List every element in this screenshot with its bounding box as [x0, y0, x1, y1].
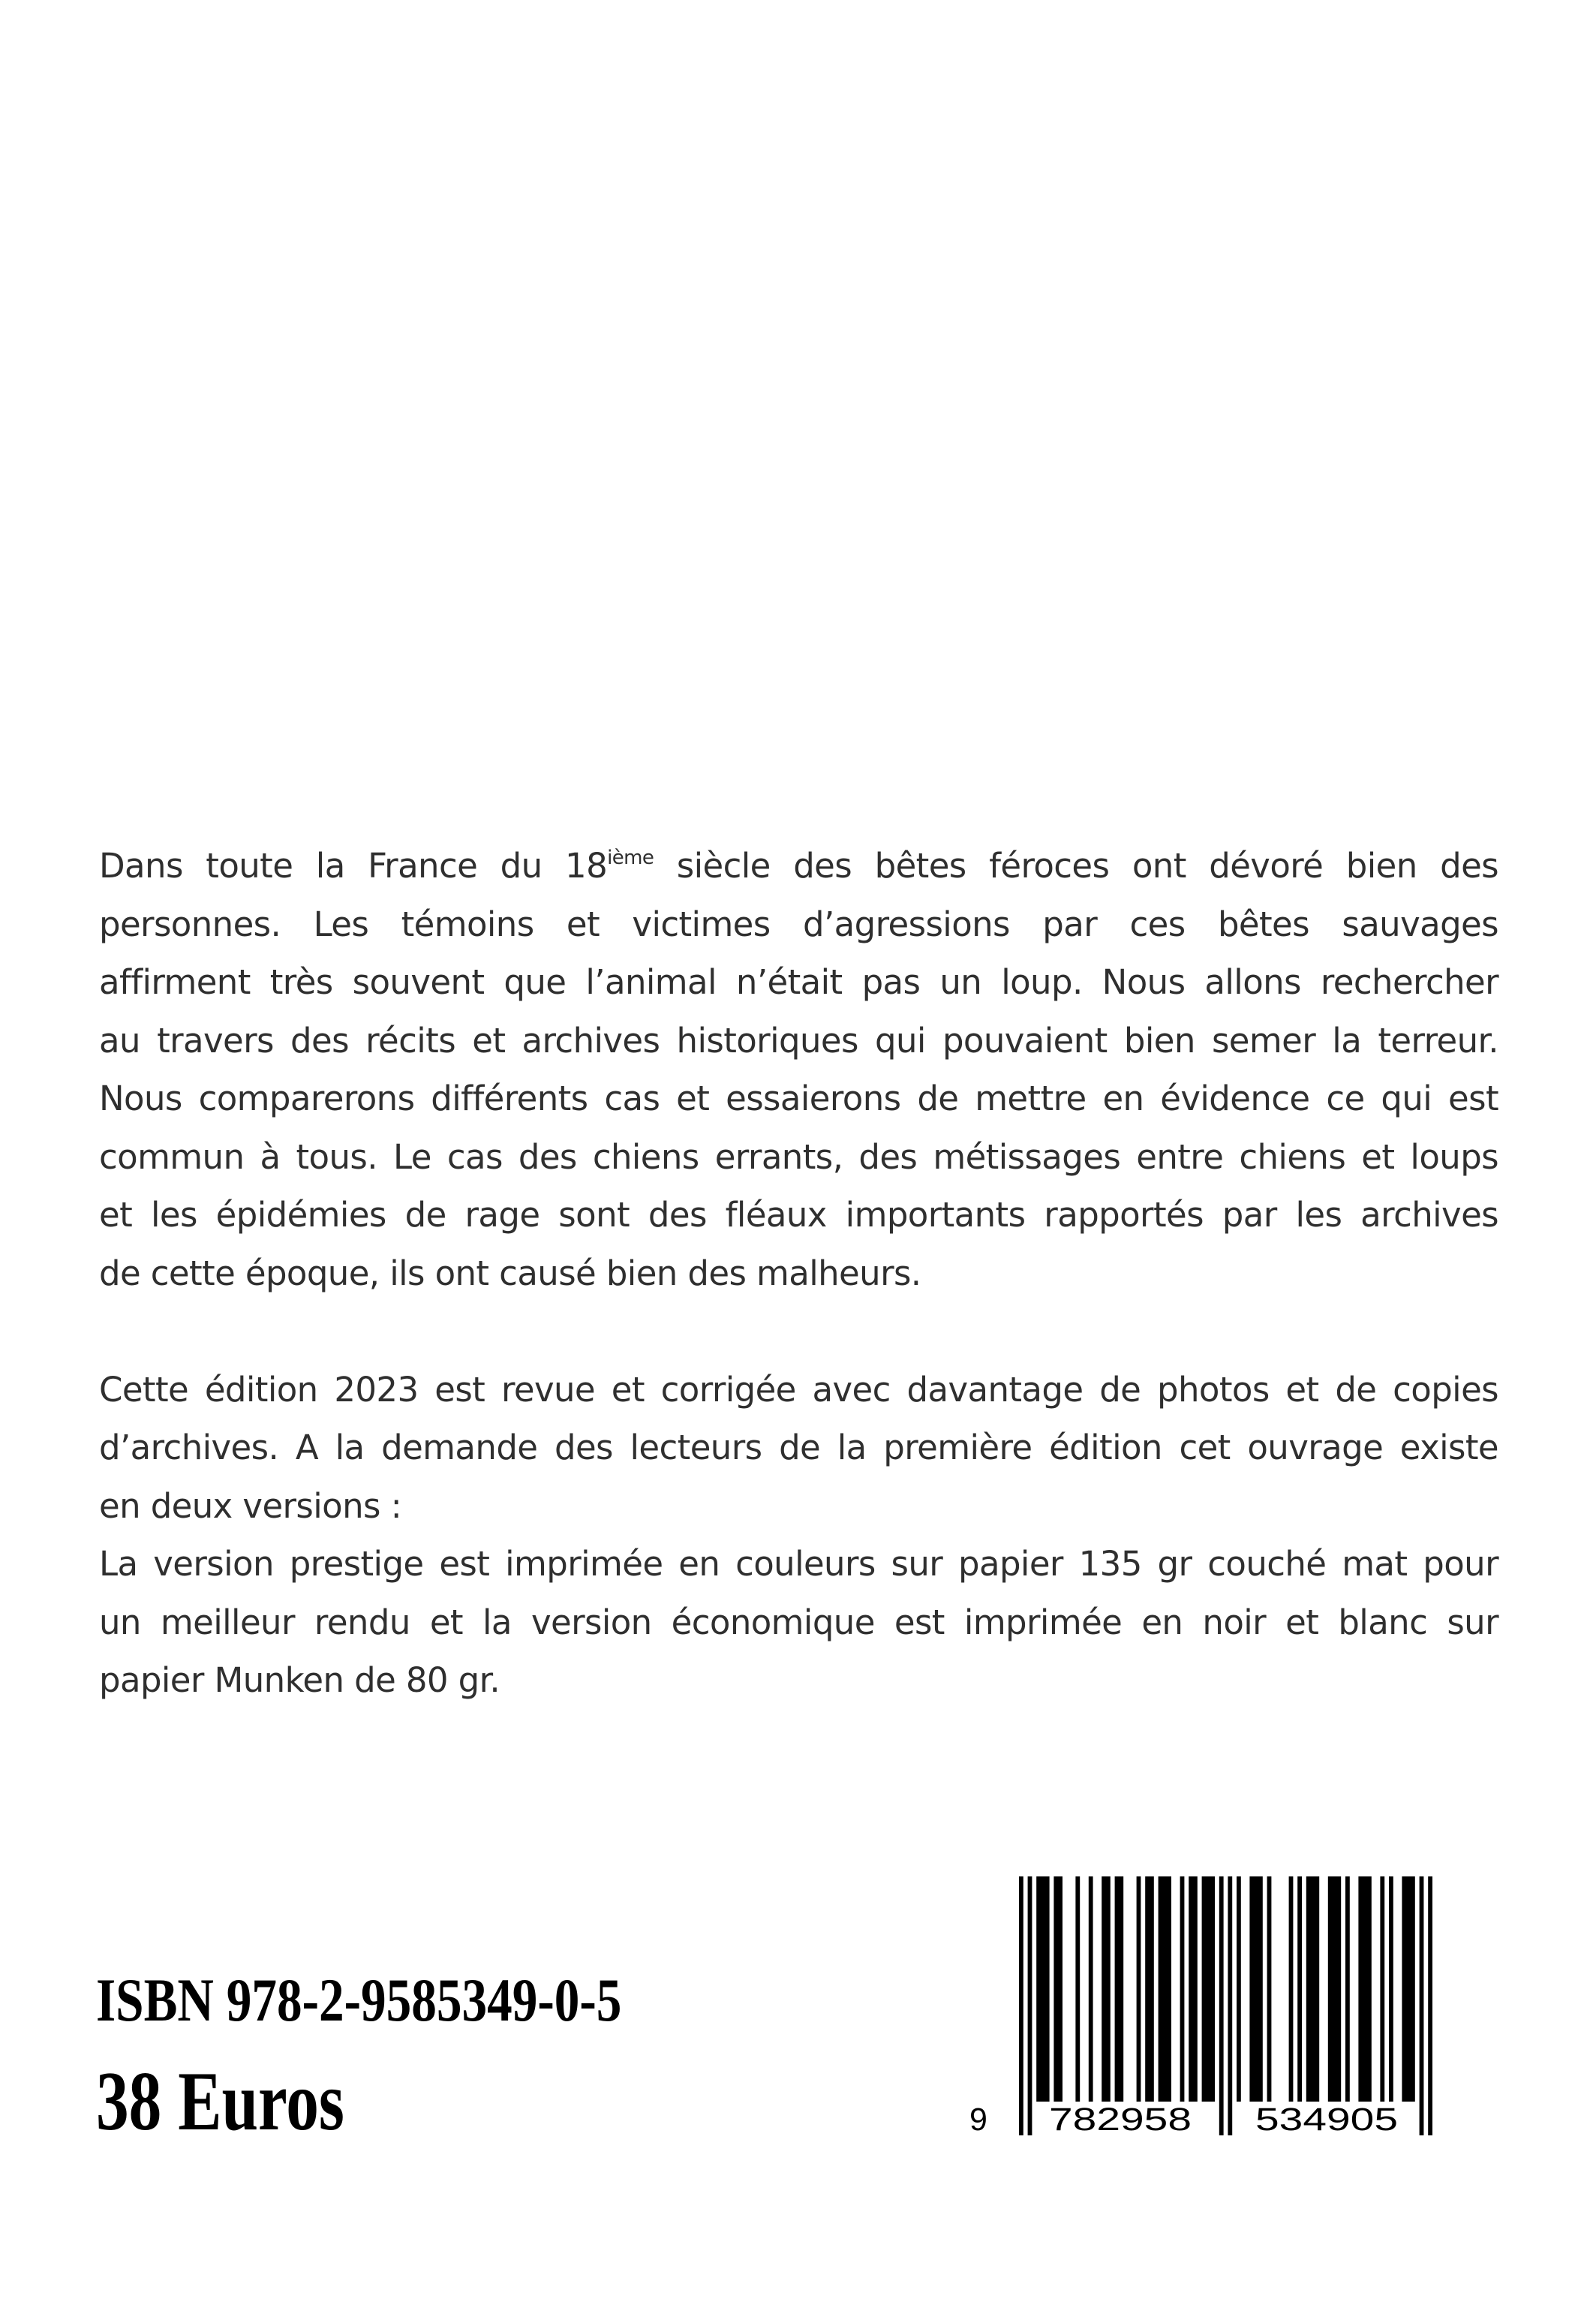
- barcode-bar: [1189, 1876, 1198, 2102]
- barcode-bar: [1180, 1876, 1185, 2102]
- barcode-guard-bar: [1228, 1876, 1232, 2135]
- barcode-bar: [1402, 1876, 1414, 2102]
- blurb-line: en deux versions :: [99, 1485, 402, 1526]
- blurb-line: commun à tous. Le cas des chiens errants, des métissages entre chiens et loups: [99, 1136, 1498, 1177]
- barcode-bar: [1267, 1876, 1272, 2102]
- barcode-bar: [1345, 1876, 1350, 2102]
- barcode-bar: [1328, 1876, 1341, 2102]
- blurb-line: La version prestige est imprimée en couleurs sur papier 135 gr couché mat pour: [99, 1544, 1498, 1584]
- barcode-bar: [1115, 1876, 1124, 2102]
- barcode-digit-first: 9: [969, 2102, 987, 2138]
- ean13-barcode: [966, 1876, 1477, 2150]
- barcode-bar: [1145, 1876, 1154, 2102]
- price-label: 38 Euros: [96, 2055, 344, 2148]
- blurb-line: et les épidémies de rage sont des fléaux importants rapportés par les archives: [99, 1195, 1498, 1235]
- barcode-digits-right: 534905: [1255, 2102, 1398, 2138]
- barcode-guard-bar: [1219, 1876, 1224, 2135]
- barcode-bar: [1306, 1876, 1319, 2102]
- barcode-bar: [1380, 1876, 1384, 2102]
- barcode-bar: [1389, 1876, 1393, 2102]
- barcode-bar: [1089, 1876, 1093, 2102]
- barcode-guard-bar: [1019, 1876, 1023, 2135]
- barcode-graphic: [966, 1876, 1477, 2150]
- barcode-bar: [1202, 1876, 1215, 2102]
- barcode-bar: [1289, 1876, 1294, 2102]
- barcode-bar: [1249, 1876, 1262, 2102]
- blurb-text: Dans toute la France du 18: [99, 846, 608, 886]
- isbn-label: ISBN 978-2-9585349-0-5: [96, 1966, 622, 2034]
- blurb-line: [99, 837, 1498, 895]
- blurb-line: Nous comparerons différents cas et essaierons de mettre en évidence ce qui est: [99, 1079, 1498, 1118]
- barcode-bar: [1102, 1876, 1111, 2102]
- barcode-bar: [1075, 1876, 1080, 2102]
- barcode-digits: [969, 2102, 1398, 2138]
- blurb-line: un meilleur rendu et la version économique est imprimée en noir et blanc sur: [99, 1602, 1498, 1642]
- blurb-paragraph-1: [99, 837, 1498, 1302]
- ordinal-superscript: ième: [607, 847, 654, 869]
- blurb-line: de cette époque, ils ont causé bien des malheurs.: [99, 1253, 921, 1293]
- blurb-line: papier Munken de 80 gr.: [99, 1660, 500, 1700]
- blurb-line: au travers des récits et archives historiques qui pouvaient bien semer la terreur.: [99, 1020, 1498, 1061]
- barcode-bar: [1137, 1876, 1141, 2102]
- barcode-bar: [1237, 1876, 1241, 2102]
- blurb-text: siècle des bêtes féroces ont dévoré bien des: [654, 846, 1498, 886]
- barcode-digits-left: 782958: [1049, 2102, 1192, 2138]
- barcode-bar: [1036, 1876, 1049, 2102]
- back-cover-blurb: [99, 837, 1498, 1768]
- barcode-bar: [1358, 1876, 1371, 2102]
- barcode-guard-bar: [1420, 1876, 1424, 2135]
- blurb-line: d’archives. A la demande des lecteurs de la première édition cet ouvrage existe: [99, 1428, 1498, 1467]
- barcode-bar: [1297, 1876, 1302, 2102]
- barcode-guard-bar: [1028, 1876, 1032, 2135]
- barcode-bar: [1159, 1876, 1171, 2102]
- barcode-bars: [1019, 1876, 1432, 2135]
- blurb-line: Cette édition 2023 est revue et corrigée avec davantage de photos et de copies: [99, 1369, 1498, 1410]
- blurb-line: affirment très souvent que l’animal n’était pas un loup. Nous allons rechercher: [99, 962, 1498, 1002]
- barcode-guard-bar: [1428, 1876, 1432, 2135]
- barcode-bar: [1053, 1876, 1062, 2102]
- blurb-paragraph-2: [99, 1361, 1498, 1710]
- blurb-line: personnes. Les témoins et victimes d’agressions par ces bêtes sauvages: [99, 904, 1498, 944]
